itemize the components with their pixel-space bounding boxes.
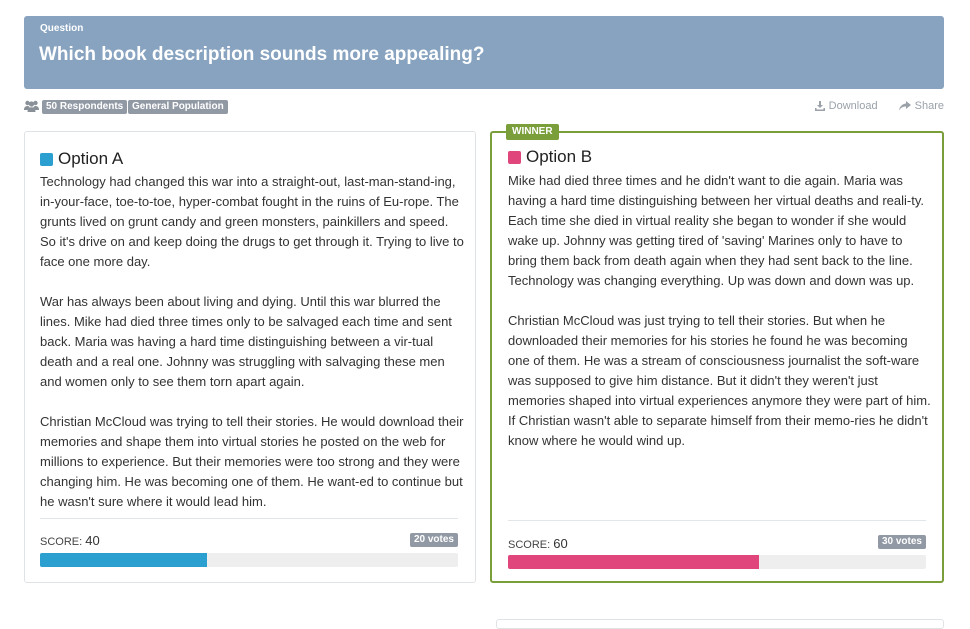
download-icon [815, 101, 825, 111]
option-a-score-label: SCORE: [40, 536, 83, 548]
question-label: Question [40, 23, 84, 34]
option-a-divider [40, 518, 458, 519]
option-b-paragraph: Mike had died three times and he didn't want to die again. Maria was having a hard time distinguishing between her virtual deaths and reali-ty. Each time she died in virtual reality she began to wonder if she would wake up. Johnny was getting tired of 'saving' Marines only to have to bring them back from death again when they had sent back to the line. Technology was changing everything. Up was down and down was up. [508, 173, 924, 288]
download-label: Download [828, 100, 878, 112]
respondents-badge: 50 Respondents [42, 100, 127, 114]
option-b-title [508, 147, 592, 167]
option-b-score-bar-fill [508, 555, 759, 569]
option-b-score-bar [508, 555, 926, 569]
option-a-votes-badge: 20 votes [410, 533, 458, 547]
option-a-title-text: Option A [58, 149, 124, 168]
option-a-paragraph: Technology had changed this war into a straight-out, last-man-stand-ing, in-your-face, toe-to-toe, hyper-combat fought in the ruins of Eu-rope. The grunts lived on grunt candy and green monsters, painkillers and speed. So it's drive on and keep doing the drugs to get through it. Trying to live to face one more day. [40, 174, 464, 269]
option-a-score [40, 533, 100, 548]
winner-badge: WINNER [506, 124, 559, 140]
question-header [24, 16, 944, 89]
share-label: Share [914, 100, 944, 112]
share-link[interactable] [899, 100, 944, 112]
next-card-edge [496, 619, 944, 629]
option-a-score-bar-fill [40, 553, 207, 567]
option-a-description [40, 172, 464, 512]
meta-row [24, 100, 944, 116]
actions [797, 100, 944, 114]
option-a-paragraph: Christian McCloud was trying to tell their stories. He would download their memories and shape them into virtual stories he posted on the web for millions to experience. But their memories were too strong and they were changing him. He was becoming one of them. He want-ed to continue but he wasn't sure where it would lead him. [40, 414, 464, 509]
population-badge: General Population [128, 100, 228, 114]
option-a-paragraph: War has always been about living and dying. Until this war blurred the lines. Mike had died three times only to be salvaged each time and sent back. Maria was having a hard time distinguishing between a vir-tual death and a real one. Johnny was struggling with salvaging these men and women only to see them torn apart again. [40, 294, 452, 389]
question-title: Which book description sounds more appealing? [39, 44, 485, 65]
option-b-description [508, 171, 932, 451]
option-b-divider [508, 520, 926, 521]
option-b-votes-badge: 30 votes [878, 535, 926, 549]
respondents-icon [24, 100, 39, 118]
option-b-score-value: 60 [553, 536, 568, 551]
option-b-score [508, 536, 568, 551]
option-a-title [40, 149, 123, 169]
option-b-title-text: Option B [526, 147, 593, 166]
option-b-swatch [508, 151, 521, 164]
option-a-score-value: 40 [85, 533, 100, 548]
option-b-paragraph: Christian McCloud was just trying to tell their stories. But when he downloaded their memories for his stories he found he was becoming one of them. He was a stream of consciousness journalist the soft-ware was supposed to give him distance. But it didn't they weren't just memories shaped into virtual experiences anymore they were part of him. If Christian wasn't able to separate himself from their memo-ries he didn't know where he would wind up. [508, 313, 931, 448]
option-a-swatch [40, 153, 53, 166]
share-icon [899, 101, 911, 111]
option-a-score-bar [40, 553, 458, 567]
download-link[interactable] [815, 100, 878, 112]
option-b-score-label: SCORE: [508, 539, 551, 551]
